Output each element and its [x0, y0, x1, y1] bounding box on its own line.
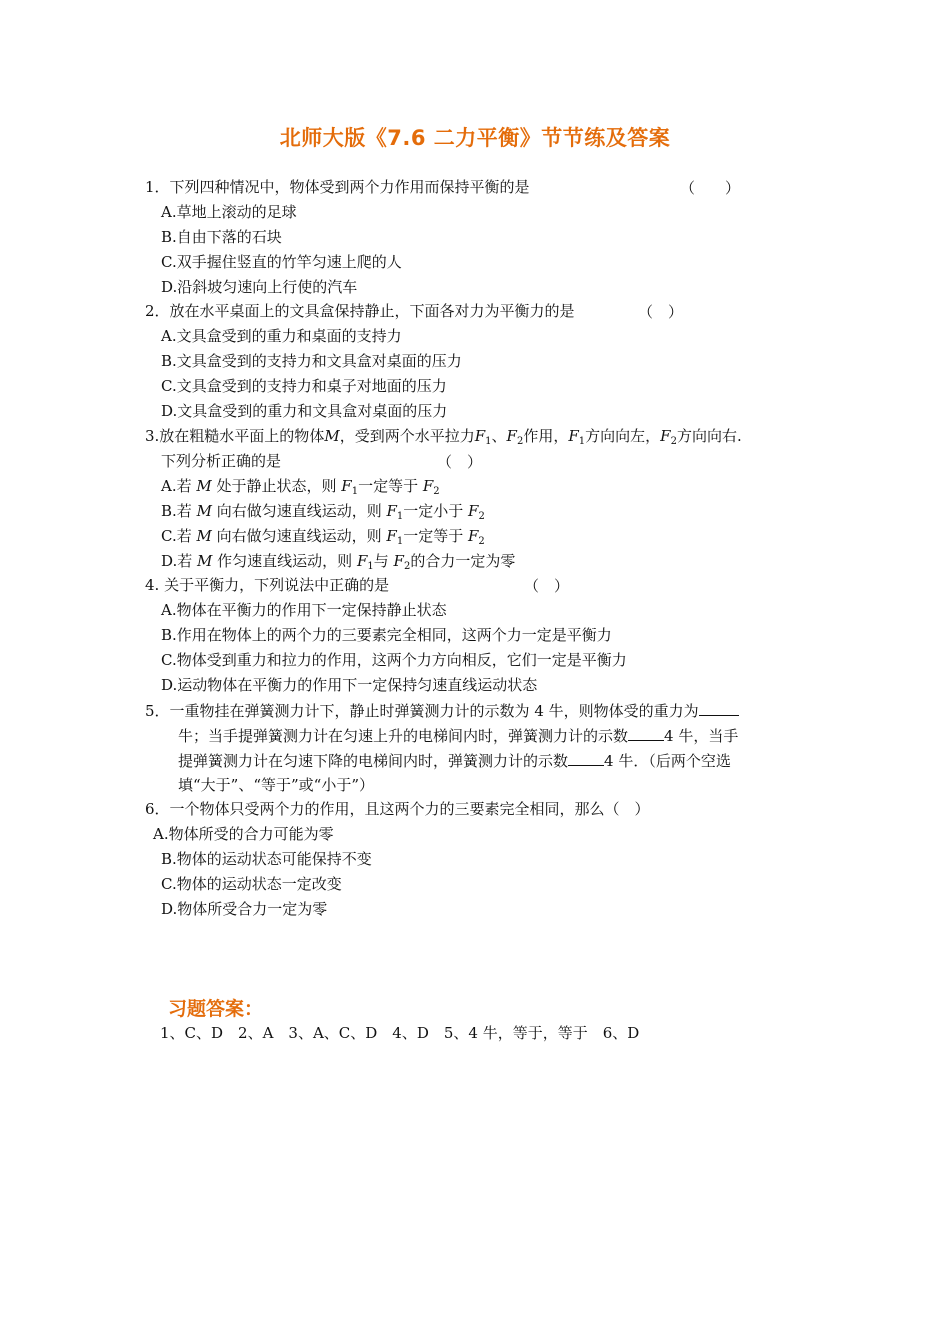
q1-option-d: D.沿斜坡匀速向上行使的汽车	[161, 278, 358, 296]
q6-option-a: A.物体所受的合力可能为零	[153, 825, 334, 843]
q1-option-c: C.双手握住竖直的竹竿匀速上爬的人	[161, 253, 402, 271]
q4-option-b: B.作用在物体上的两个力的三要素完全相同，这两个力一定是平衡力	[161, 626, 612, 644]
q5-blank-1[interactable]	[699, 700, 739, 716]
q5-blank-2[interactable]	[628, 725, 664, 741]
q2-option-b: B.文具盒受到的支持力和文具盒对桌面的压力	[161, 352, 462, 370]
q6-option-b: B.物体的运动状态可能保持不变	[161, 850, 372, 868]
q3-option-d: D.若 M 作匀速直线运动，则 $F_1$与 $F_2$的合力一定为零	[161, 552, 516, 572]
q3-answer-paren: （ ）	[437, 453, 483, 471]
q3-option-b: B.若 M 向右做匀速直线运动，则 $F_1$一定小于 $F_2$	[161, 502, 485, 522]
document-title: 北师大版《7.6 二力平衡》节节练及答案	[279, 126, 671, 150]
q5-line2: 牛；当手提弹簧测力计在匀速上升的电梯间内时，弹簧测力计的示数 4 牛，当手	[178, 727, 739, 745]
q5-blank-3[interactable]	[568, 750, 604, 766]
q3-option-a: A.若 M 处于静止状态，则 $F_1$一定等于 $F_2$	[161, 477, 440, 497]
q1-option-b: B.自由下落的石块	[161, 228, 282, 246]
q5-line1: 5．一重物挂在弹簧测力计下，静止时弹簧测力计的示数为 4 牛，则物体受的重力为	[145, 700, 739, 721]
q1-answer-paren: （ ）	[680, 179, 741, 197]
q5-line4: 填“大于”、“等于”或“小于”）	[178, 776, 375, 794]
q2-option-a: A.文具盒受到的重力和桌面的支持力	[161, 327, 402, 345]
q6-option-d: D.物体所受合力一定为零	[161, 900, 328, 918]
q4-option-d: D.运动物体在平衡力的作用下一定保持匀速直线运动状态	[161, 676, 538, 694]
q4-option-a: A.物体在平衡力的作用下一定保持静止状态	[161, 601, 447, 619]
q3-option-c: C.若 M 向右做匀速直线运动，则 $F_1$一定等于 $F_2$	[161, 527, 485, 547]
q2-stem: 2．放在水平桌面上的文具盒保持静止，下面各对力为平衡力的是	[145, 302, 575, 320]
q3-stem: 3.放在粗糙水平面上的物体M，受到两个水平拉力$F_1$、$F_2$作用，$F_1$方向向左，$F_2$方向向右.	[145, 427, 742, 447]
q2-option-d: D.文具盒受到的重力和文具盒对桌面的压力	[161, 402, 448, 420]
q4-option-c: C.物体受到重力和拉力的作用，这两个力方向相反，它们一定是平衡力	[161, 651, 627, 669]
q6-option-c: C.物体的运动状态一定改变	[161, 875, 342, 893]
q3-stem-line2: 下列分析正确的是	[161, 452, 282, 470]
answers-heading: 习题答案：	[168, 998, 264, 1020]
q2-answer-paren: （ ）	[638, 303, 684, 321]
q1-stem: 1．下列四种情况中，物体受到两个力作用而保持平衡的是	[145, 178, 530, 196]
q5-line3: 提弹簧测力计在匀速下降的电梯间内时，弹簧测力计的示数 4 牛．（后两个空选	[178, 752, 731, 770]
q6-stem: 6．一个物体只受两个力的作用，且这两个力的三要素完全相同，那么（ ）	[145, 800, 650, 818]
q1-option-a: A.草地上滚动的足球	[161, 203, 297, 221]
q4-answer-paren: （ ）	[524, 577, 570, 595]
q2-option-c: C.文具盒受到的支持力和桌子对地面的压力	[161, 377, 447, 395]
answers-text: 1、C、D 2、A 3、A、C、D 4、D 5、4 牛，等于，等于 6、D	[160, 1024, 640, 1042]
q4-stem: 4. 关于平衡力，下列说法中正确的是	[145, 576, 390, 594]
